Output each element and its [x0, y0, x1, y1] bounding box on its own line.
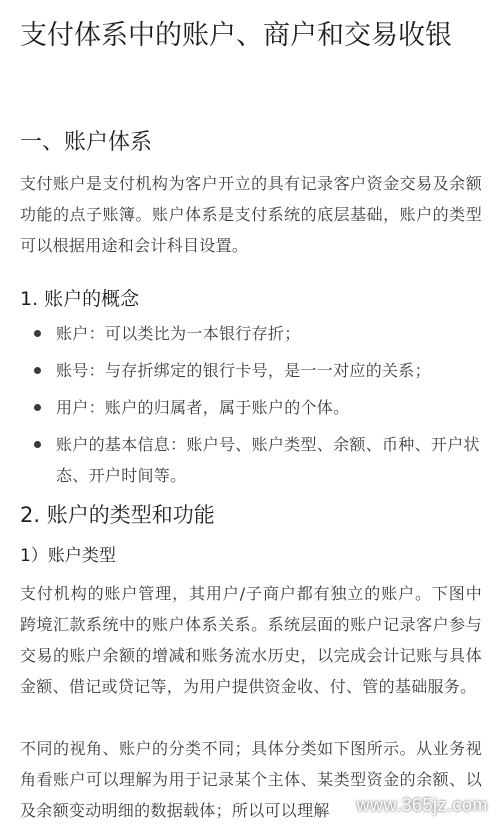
section-intro-paragraph: 支付账户是支付机构为客户开立的具有记录客户资金交易及余额功能的点子账簿。账户体系是支付系统的底层基础，账户的类型可以根据用途和会计科目设置。	[20, 174, 482, 255]
list-item	[20, 318, 482, 349]
list-item	[20, 392, 482, 423]
list-item-text: 用户：账户的归属者，属于账户的个体。	[56, 398, 350, 417]
article-title: 支付体系中的账户、商户和交易收银	[20, 20, 452, 51]
bullet-icon	[34, 404, 41, 411]
section-heading-account-system: 一、账户体系	[20, 130, 153, 155]
account-management-paragraph: 支付机构的账户管理，其用户/子商户都有独立的账户。下图中跨境汇款系统中的账户体系关系。系统层面的账户记录客户参与交易的账户余额的增减和账务流水历史，以完成会计记账与具体金额、借记或贷记等，为用户提供资金收、付、管的基础服务。	[20, 584, 482, 696]
bullet-icon	[34, 330, 41, 337]
account-classification-paragraph: 不同的视角、账户的分类不同；具体分类如下图所示。从业务视角看账户可以理解为用于记录某个主体、某类型资金的余额、以及余额变动明细的数据载体；所以可以理解	[20, 739, 482, 820]
watermark: www.365jz.com	[356, 795, 488, 815]
list-item-text: 账号：与存折绑定的银行卡号，是一一对应的关系；	[56, 361, 431, 380]
sub-subsection-heading-account-type: 1）账户类型	[20, 546, 116, 566]
bullet-icon	[34, 441, 41, 448]
list-item-text: 账户的基本信息：账户号、账户类型、余额、币种、开户状态、开户时间等。	[56, 435, 480, 485]
list-item	[20, 429, 482, 491]
list-item	[20, 355, 482, 386]
account-concept-list	[20, 318, 482, 497]
subsection-heading-account-concept: 1. 账户的概念	[20, 288, 140, 310]
subsection-heading-account-types: 2. 账户的类型和功能	[20, 503, 215, 527]
bullet-icon	[34, 367, 41, 374]
list-item-text: 账户：可以类比为一本银行存折；	[56, 324, 301, 343]
